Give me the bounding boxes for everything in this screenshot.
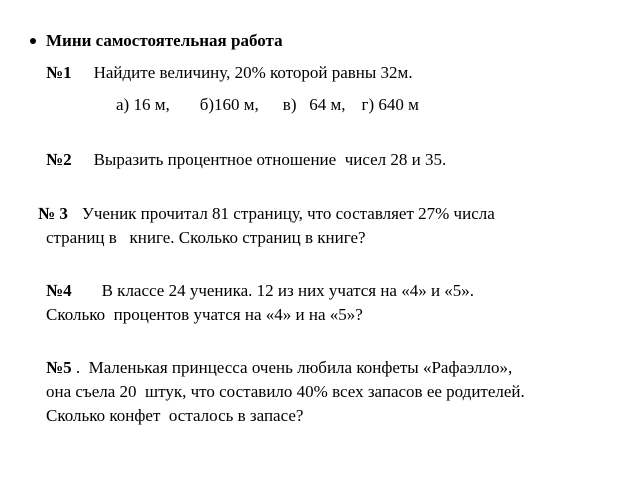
task1-option-d: г) 640 м (361, 95, 419, 114)
task1-option-c: в) 64 м, (282, 95, 346, 114)
task5-number: №5 (46, 358, 72, 377)
task5-line3: Сколько конфет осталось в запасе? (46, 406, 304, 425)
task2-number: №2 (46, 150, 72, 169)
task2-statement (46, 150, 446, 170)
task4-number: №4 (46, 281, 72, 300)
task1-options (116, 95, 419, 115)
bullet-icon (30, 38, 36, 44)
task1-statement (46, 63, 413, 83)
task1-option-b: б)160 м, (199, 95, 259, 114)
task1-text: Найдите величину, 20% которой равны 32м. (93, 63, 413, 82)
task1-option-a: а) 16 м, (116, 95, 170, 114)
task3-statement-line1 (38, 204, 495, 224)
worksheet-title: Мини самостоятельная работа (46, 31, 283, 50)
task5-line1: . Маленькая принцесса очень любила конфеты «Рафаэлло», (71, 358, 513, 377)
task3-line2: страниц в книге. Сколько страниц в книге? (46, 228, 366, 247)
task5-line2: она съела 20 штук, что составило 40% всех запасов ее родителей. (46, 382, 525, 401)
task2-text: Выразить процентное отношение чисел 28 и 35. (93, 150, 447, 169)
task3-line1: Ученик прочитал 81 страницу, что составляет 27% числа (81, 204, 495, 223)
task4-line1: В классе 24 ученика. 12 из них учатся на «4» и «5». (101, 281, 475, 300)
task3-number: № 3 (38, 204, 68, 223)
task4-statement-line1 (46, 281, 474, 301)
task5-statement-line1 (46, 358, 512, 378)
task4-line2: Сколько процентов учатся на «4» и на «5»? (46, 305, 363, 324)
task1-number: №1 (46, 63, 72, 82)
